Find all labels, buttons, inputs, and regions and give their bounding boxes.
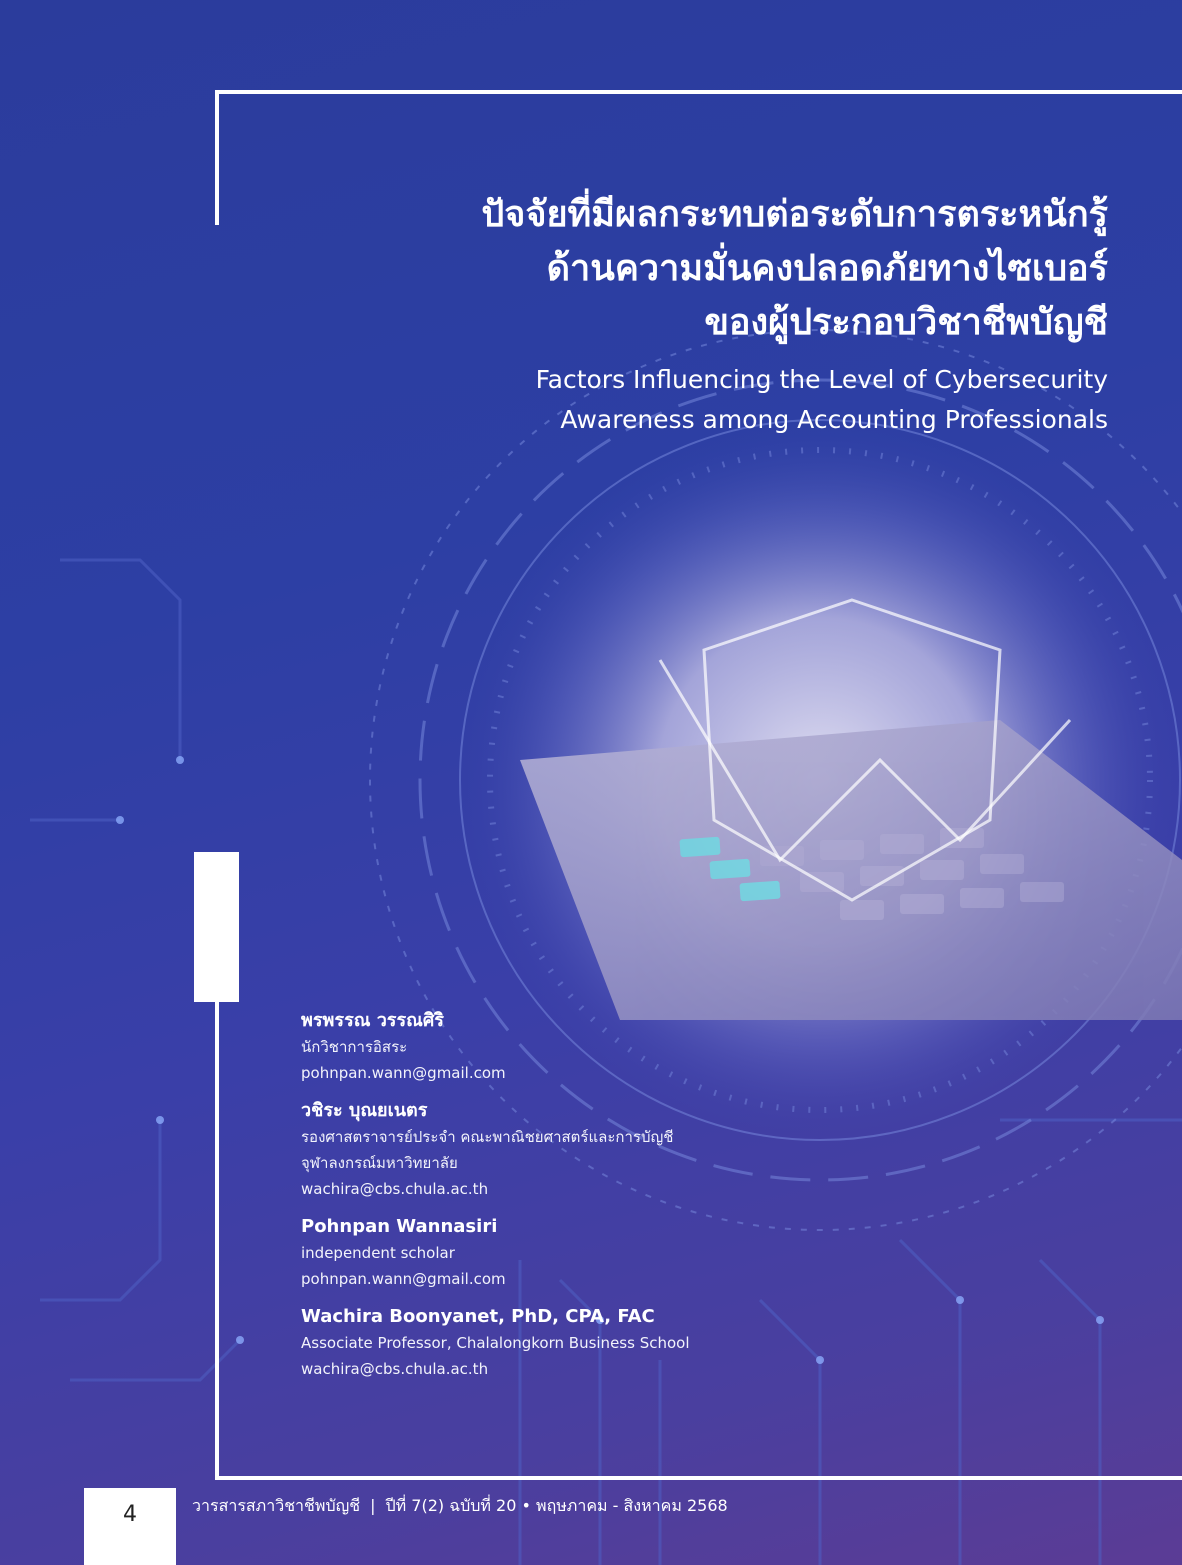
thai-title [308,188,1108,350]
author-affiliation: จุฬาลงกรณ์มหาวิทยาลัย [301,1154,458,1172]
footer-journal-info [192,1494,728,1519]
issue-info: ปีที่ 7(2) ฉบับที่ 20 • พฤษภาคม - สิงหาคม 2568 [385,1496,728,1515]
author-name: Pohnpan Wannasiri [301,1216,498,1237]
frame-bottom-line [215,1476,1182,1480]
author-entry [301,1214,861,1292]
author-affiliation: independent scholar [301,1244,455,1262]
journal-name: วารสารสภาวิชาชีพบัญชี [192,1496,361,1515]
frame-left-top-line [215,90,219,225]
author-name: พรพรรณ วรรณศิริ [301,1010,444,1031]
author-email: pohnpan.wann@gmail.com [301,1270,506,1288]
author-affiliation: Associate Professor, Chalalongkorn Business School [301,1334,690,1352]
english-title-line-2: Awareness among Accounting Professionals [560,405,1108,434]
author-entry [301,1304,861,1382]
author-name: Wachira Boonyanet, PhD, CPA, FAC [301,1306,655,1327]
thai-title-line-2: ด้านความมั่นคงปลอดภัยทางไซเบอร์ [546,248,1108,289]
thai-title-line-1: ปัจจัยที่มีผลกระทบต่อระดับการตระหนักรู้ [481,194,1108,235]
page-number: 4 [123,1502,137,1527]
author-entry [301,1008,861,1086]
author-email: pohnpan.wann@gmail.com [301,1064,506,1082]
footer-separator: | [370,1496,376,1515]
accent-white-block [194,852,239,1002]
author-email: wachira@cbs.chula.ac.th [301,1180,489,1198]
author-email: wachira@cbs.chula.ac.th [301,1360,489,1378]
frame-top-line [215,90,1182,94]
frame-left-bottom-line [215,1000,219,1480]
thai-title-line-3: ของผู้ประกอบวิชาชีพบัญชี [704,302,1108,343]
author-affiliation: รองศาสตราจารย์ประจำ คณะพาณิชยศาสตร์และการบัญชี [301,1128,674,1146]
author-affiliation: นักวิชาการอิสระ [301,1038,408,1056]
english-title-line-1: Factors Influencing the Level of Cybersecurity [535,365,1108,394]
author-entry [301,1098,861,1202]
author-list [301,1008,861,1394]
english-title [308,360,1108,440]
author-name: วชิระ บุณยเนตร [301,1100,428,1121]
